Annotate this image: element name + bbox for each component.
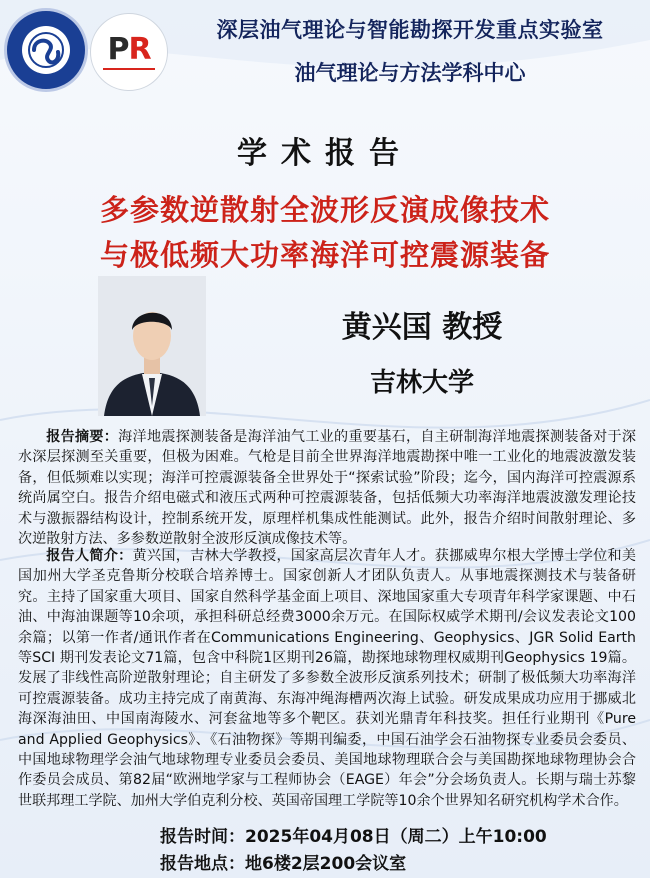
talk-title-line2: 与极低频大功率海洋可控震源装备	[99, 238, 550, 272]
abstract-label: 报告摘要：	[46, 429, 119, 445]
pr-logo-letters	[107, 31, 151, 67]
report-place	[160, 849, 640, 874]
event-type-heading: 学术报告	[237, 136, 413, 171]
pr-logo-r: R	[128, 31, 151, 67]
report-time	[160, 822, 640, 847]
time-label: 报告时间：	[160, 827, 245, 847]
bio-text: 黄兴国，吉林大学教授，国家高层次青年人才。获挪威卑尔根大学博士学位和美国加州大学圣克鲁斯分校联合培养博士。国家创新人才团队负责人。从事地震探测技术与装备研究。主持了国家重大项目、国家自然科学基金面上项目、深地国家重大专项青年科学家课题、中石油、中海油课题等10余项，承担科研总经费3000余万元。在国际权威学术期刊/会议发表论文100余篇；以第一作者/通讯作者在Communications Engineering、Geophysics、JGR Solid Earth等SCI 期刊发表论文71篇，包含中科院1区期刊26篇，勘探地球物理权威期刊Geophysics 19篇。发展了非线性高阶逆散射理论；自主研发了多参数全波形反演系列技术；研制了极低频大功率海洋可控震源装备。成功主持完成了南黄海、东海冲绳海槽两次海上试验。研发成果成功应用于挪威北海深海油田、中国南海陵水、河套盆地等多个靶区。获刘光鼎青年科技奖。担任行业期刊《Pure and Applied Geophysics》、《石油物探》等期刊编委，中国石油学会石油物探专业委员会委员、中国地球物理学会油气地球物理专业委员会委员、美国地球物理联合会与美国勘探地球物理协会合作委员会成员、第82届“欧洲地学家与工程师协会（EAGE）年会”分会场负责人。长期与瑞士苏黎世联邦理工学院、加州大学伯克利分校、英国帝国理工学院等10余个世界知名研究机构学术合作。	[18, 548, 636, 809]
talk-title-line1: 多参数逆散射全波形反演成像技术	[99, 193, 550, 227]
place-label: 报告地点：	[160, 854, 245, 874]
seal-emblem-icon	[26, 30, 66, 70]
pr-logo-underline	[103, 68, 155, 70]
pr-logo-p: P	[107, 31, 129, 67]
university-logo-seal	[4, 8, 88, 92]
abstract-paragraph	[18, 427, 636, 549]
bio-label: 报告人简介：	[46, 548, 133, 564]
abstract-text: 海洋地震探测装备是海洋油气工业的重要基石，自主研制海洋地震探测装备对于深水深层探测至关重要，但极为困难。气枪是目前全世界海洋地震勘探中唯一工业化的地震波激发装备，但低频难以实现；海洋可控震源装备全世界处于“探索试验”阶段；迄今，国内海洋可控震源系统尚属空白。报告介绍电磁式和液压式两种可控震源装备，包括低频大功率海洋地震波激发理论技术与激振器结构设计，控制系统开发，原理样机集成性能测试。此外，报告介绍时间散射理论、多次逆散射方法、多参数逆散射全波形反演成像技术等。	[18, 429, 637, 548]
time-value: 2025年04月08日（周二）上午10:00	[245, 827, 547, 847]
place-value: 地6楼2层200会议室	[245, 854, 407, 874]
speaker-affiliation: 吉林大学	[369, 368, 474, 398]
center-name: 油气理论与方法学科中心	[294, 61, 526, 85]
speaker-photo	[98, 276, 206, 416]
bio-paragraph	[18, 546, 636, 811]
pr-lab-logo	[90, 13, 168, 91]
speaker-name-title: 黄兴国 教授	[341, 310, 503, 345]
lab-name: 深层油气理论与智能勘探开发重点实验室	[216, 18, 604, 42]
